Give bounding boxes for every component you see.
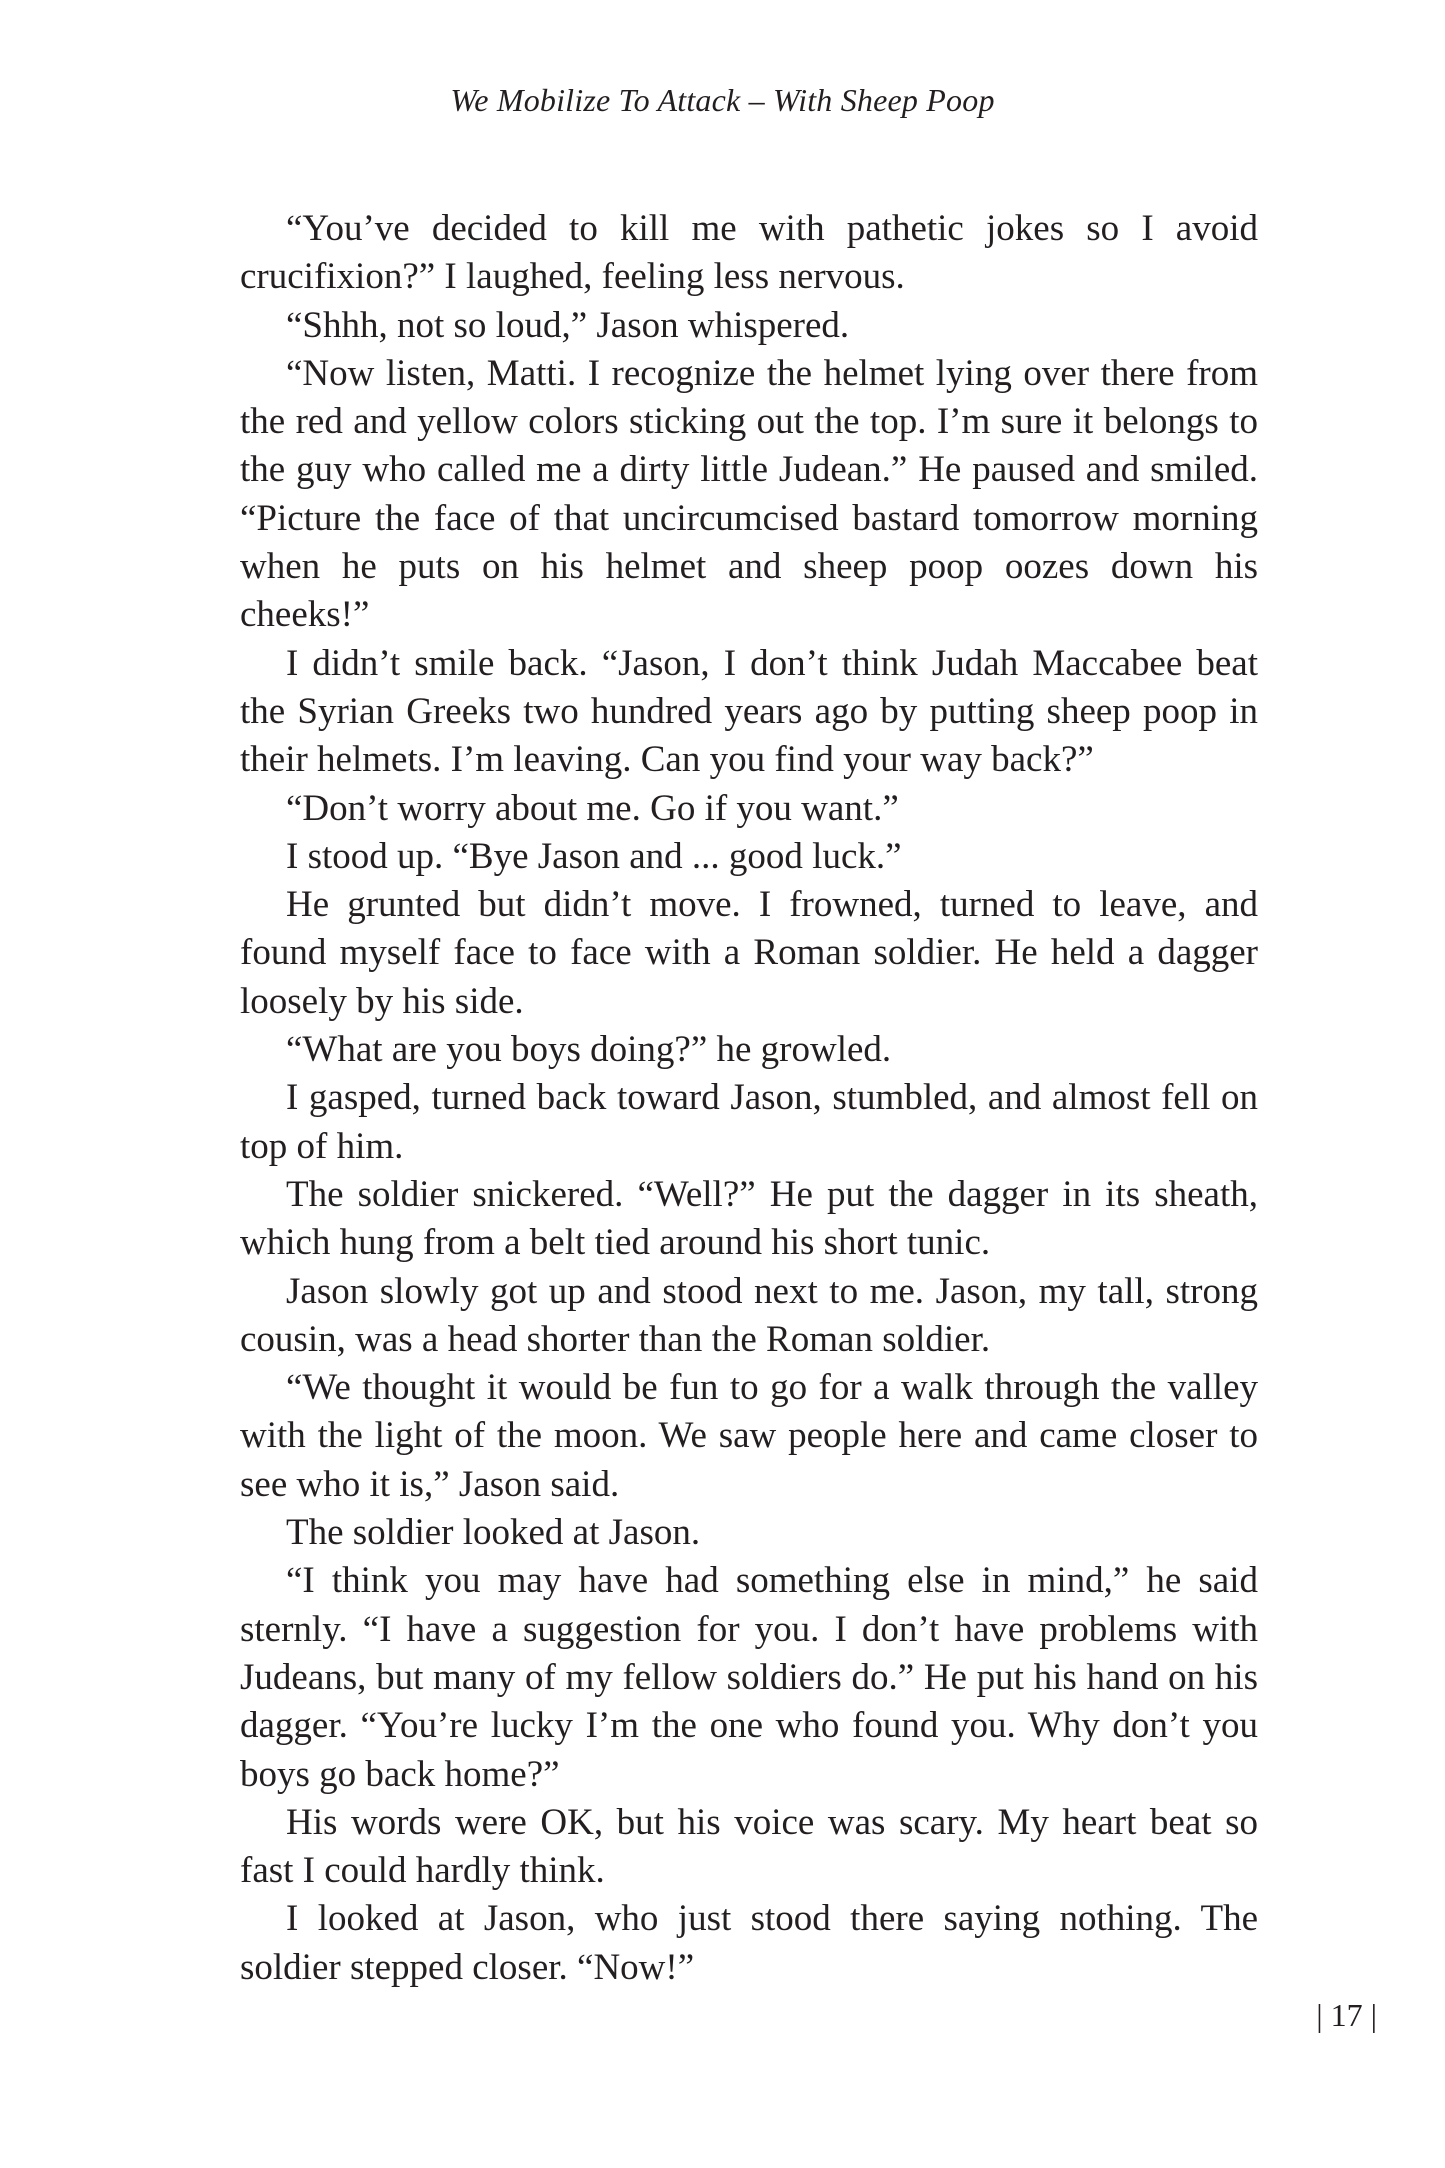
paragraph: I didn’t smile back. “Jason, I don’t think Judah Maccabee beat the Syrian Greeks two hundred years ago by putting sheep poop in their helmets. I’m leaving. Can you find your way back?” <box>240 642 1258 781</box>
paragraph: “Shhh, not so loud,” Jason whispered. <box>286 304 850 346</box>
page-number: | 17 | <box>1316 1997 1377 2033</box>
paragraph: Jason slowly got up and stood next to me. Jason, my tall, strong cousin, was a head shorter than the Roman soldier. <box>240 1270 1258 1360</box>
paragraph: I stood up. “Bye Jason and ... good luck.” <box>286 835 902 877</box>
body-text <box>240 205 1258 1992</box>
paragraph: “We thought it would be fun to go for a walk through the valley with the light of the moon. We saw people here and came closer to see who it is,” Jason said. <box>240 1367 1258 1505</box>
paragraph: The soldier snickered. “Well?” He put the dagger in its sheath, which hung from a belt tied around his short tunic. <box>240 1173 1258 1264</box>
paragraph: “Now listen, Matti. I recognize the helmet lying over there from the red and yellow colors sticking out the top. I’m sure it belongs to the guy who called me a dirty little Judean.” He paused and smiled. “Picture the face of that uncircumcised bastard tomorrow morning when he puts on his helmet and sheep poop oozes down his cheeks!” <box>240 352 1258 636</box>
paragraph: His words were OK, but his voice was scary. My heart beat so fast I could hardly think. <box>240 1801 1258 1892</box>
paragraph: “Don’t worry about me. Go if you want.” <box>286 787 899 829</box>
paragraph: “You’ve decided to kill me with pathetic jokes so I avoid crucifixion?” I laughed, feeling less nervous. <box>240 208 1258 298</box>
paragraph: I gasped, turned back toward Jason, stumbled, and almost fell on top of him. <box>240 1077 1258 1167</box>
paragraph: The soldier looked at Jason. <box>286 1512 701 1554</box>
running-head: We Mobilize To Attack – With Sheep Poop <box>450 82 995 118</box>
paragraph: “What are you boys doing?” he growled. <box>286 1029 892 1071</box>
paragraph: I looked at Jason, who just stood there saying nothing. The soldier stepped closer. “Now!” <box>240 1898 1258 1988</box>
paragraph: He grunted but didn’t move. I frowned, turned to leave, and found myself face to face with a Roman soldier. He held a dagger loosely by his side. <box>240 884 1258 1022</box>
paragraph: “I think you may have had something else in mind,” he said sternly. “I have a suggestion for you. I don’t have problems with Judeans, but many of my fellow soldiers do.” He put his hand on his dagger. “You’re lucky I’m the one who found you. Why don’t you boys go back home?” <box>240 1560 1258 1795</box>
